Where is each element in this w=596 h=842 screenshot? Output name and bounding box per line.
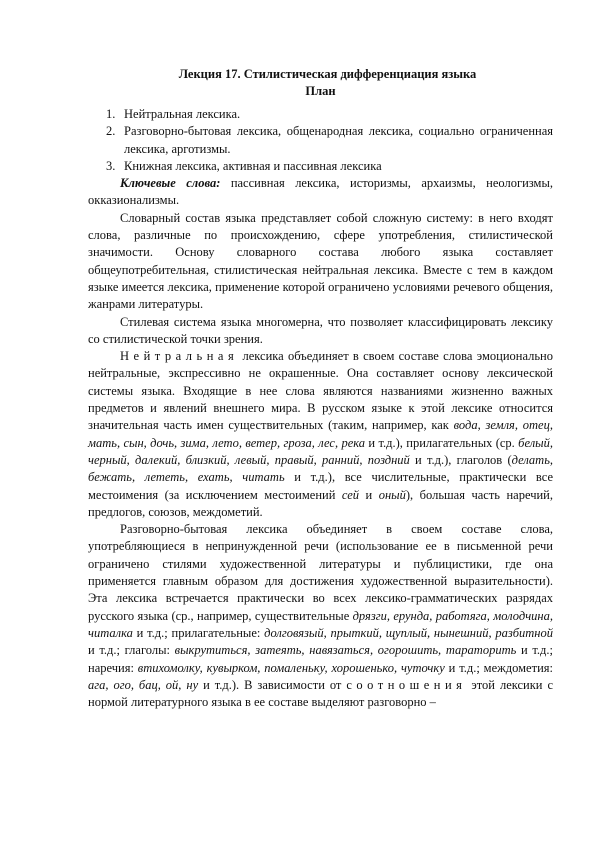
italic-examples: оный [378, 487, 406, 502]
keywords-text: пассивная лексика, историзмы, архаизмы, неологизмы, окказионализмы. [88, 176, 553, 208]
plan-item-text: Книжная лексика, активная и пассивная лексика [124, 158, 382, 173]
plan-item-text: Нейтральная лексика. [124, 107, 241, 121]
text-run: этой лексики с нормой литературного языка в ее составе выделяют разговорно – [88, 677, 554, 710]
text-run: и т.д.; междометия: [444, 660, 553, 675]
spaced-term: Нейтральная [120, 349, 239, 364]
plan-item [106, 106, 553, 123]
italic-examples: ага, ого, бац, ой, ну [88, 677, 199, 692]
plan-item-number: 3. [106, 158, 116, 173]
plan-list [88, 106, 553, 175]
text-run: и т.д.; глаголы: [88, 643, 175, 658]
text-run: и т.д.). В зависимости от [198, 677, 347, 692]
paragraph-colloquial-lexicon [88, 521, 553, 711]
plan-item [106, 158, 553, 175]
text-run: лексика объединяет в своем составе слова эмоционально нейтральные, экспрессивно не окрашенные. Она составляет основу лексической системы языка. Входящие в нее слова являются названиями жизненно важных предметов и явлений внешнего мира. В русском языке к этой лексике относится значительная часть имен существительных (таким, например, как [88, 349, 553, 433]
document-page [88, 66, 553, 711]
plan-heading: План [305, 84, 336, 98]
text-run: и т.д.; наречия: [88, 643, 553, 675]
text-run: Разговорно-бытовая лексика объединяет в своем составе слова, употребляющиеся в непринужденной речи (использование ее в письменной речи ограничено стилями художественной литературы и публицистики, где она применяется главным образом для достижения художественной выразительности). Эта лексика встречается практически во всех лексико-грамматических разрядах русского языка (ср., например, существительные [88, 522, 553, 623]
paragraph-1: Словарный состав языка представляет собой сложную систему: в него входят слова, различные по происхождению, сфере употребления, стилистической значимости. Основу словарного состава любого языка составляет общеупотребительная, стилистическая нейтральная лексика. Вместе с тем в каждом языке имеется лексика, применение которой ограничено условиями речевого общения, жанрами литературы. [88, 210, 553, 312]
italic-examples: делать, бежать, лететь, ехать, читать [88, 452, 554, 485]
spaced-term: соотношения [346, 677, 467, 692]
italic-examples: сей [341, 487, 360, 502]
paragraph-2: Стилевая система языка многомерна, что позволяет классифицировать лексику со стилистической точки зрения. [88, 314, 553, 346]
lecture-title: Лекция 17. Стилистическая дифференциация языка [178, 67, 477, 81]
paragraph-neutral-lexicon [88, 348, 553, 521]
text-run: и т.д.; прилагательные: [132, 625, 265, 640]
italic-examples: долговязый, прыткий, щуплый, нынешний, разбитной [264, 625, 553, 640]
italic-examples: втихомолку, кувырком, помаленьку, хорошенько, чуточку [137, 660, 445, 675]
italic-examples: дрязги, ерунда, работяга, молодчина, читалка [88, 608, 553, 640]
italic-examples: выкрутиться, затеять, навязаться, огорошить, тараторить [174, 643, 517, 658]
plan-item-number: 2. [106, 124, 116, 139]
text-run: ), большая часть наречий, предлогов, союзов, междометий. [88, 487, 553, 519]
text-run: и т.д.), все числительные, практически все местоимения (за исключением местоимений [88, 470, 553, 502]
italic-examples: белый, черный, далекий, близкий, левый, правый, ранний, поздний [88, 435, 553, 467]
plan-item-number: 1. [106, 107, 116, 121]
text-run: и [359, 487, 379, 502]
keywords-label: Ключевые слова: [120, 176, 221, 191]
italic-examples: вода, земля, отец, мать, сын, дочь, зима, лето, ветер, гроза, лес, река [88, 418, 553, 450]
keywords-paragraph [88, 175, 553, 210]
text-run: и т.д.), прилагательных (ср. [365, 435, 519, 450]
plan-item-text: Разговорно-бытовая лексика, общенародная лексика, социально ограниченная лексика, арготизмы. [124, 124, 553, 156]
plan-item [106, 123, 553, 158]
text-run: и т.д.), глаголов ( [409, 452, 512, 467]
